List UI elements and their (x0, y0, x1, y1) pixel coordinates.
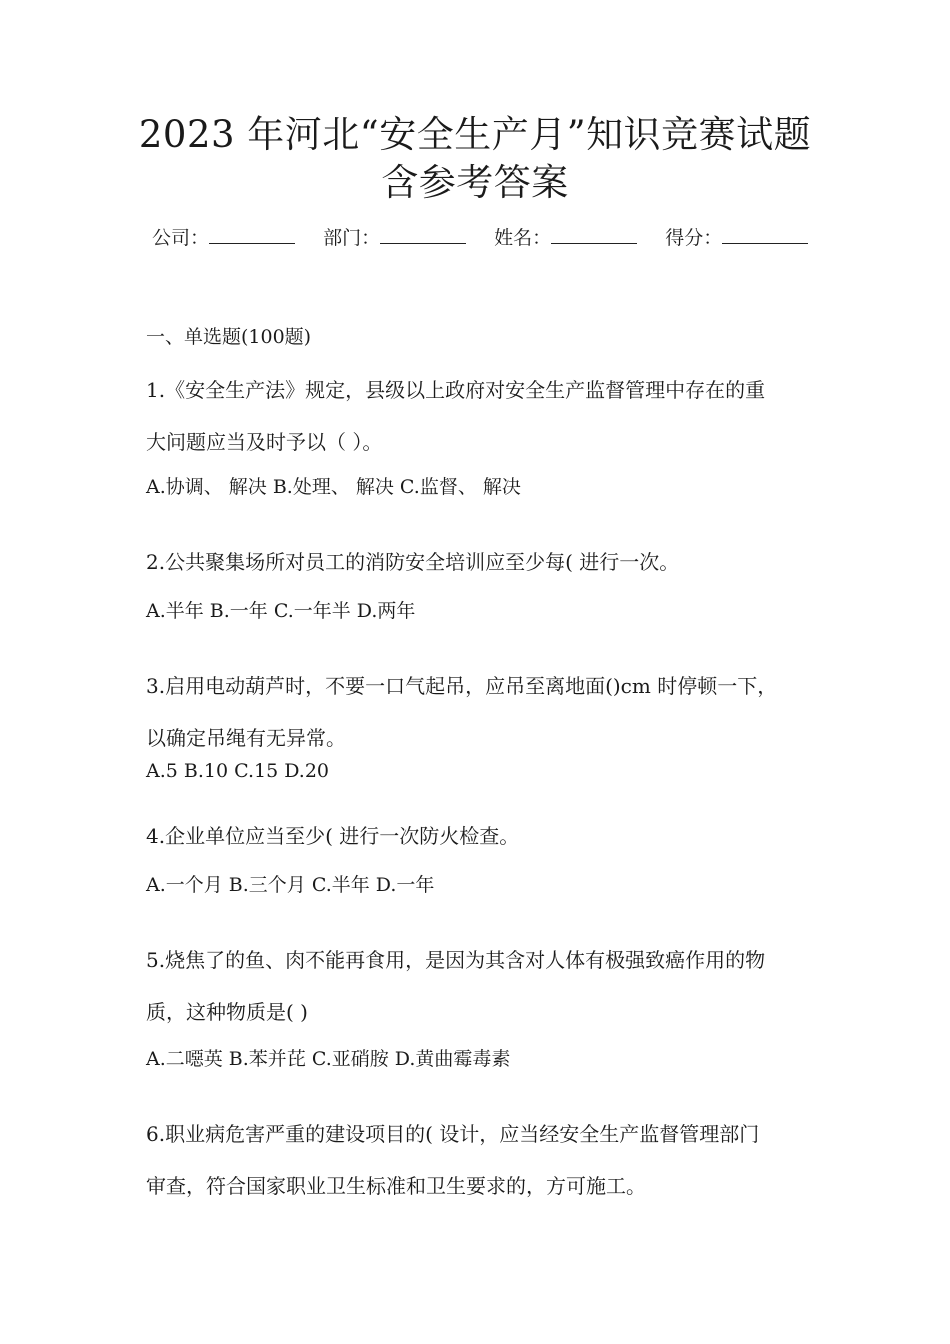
score-label: 得分： (665, 227, 723, 249)
question-5-options: A.二噁英 B.苯并芘 C.亚硝胺 D.黄曲霉毒素 (146, 1048, 511, 1070)
section-heading: 一、单选题(100题) (146, 326, 312, 348)
document-title: 2023 年河北“安全生产月”知识竞赛试题 (138, 113, 812, 156)
question-5-line-1: 5.烧焦了的鱼、肉不能再食用，是因为其含对人体有极强致癌作用的物 (146, 948, 766, 972)
question-1-options: A.协调、 解决 B.处理、 解决 C.监督、 解决 (146, 476, 521, 498)
name-blank (551, 225, 637, 244)
name-label: 姓名： (494, 227, 552, 249)
department-label: 部门： (323, 227, 381, 249)
question-1-line-2: 大问题应当及时予以（ ）。 (146, 430, 383, 454)
department-field (323, 223, 466, 250)
company-blank (209, 225, 295, 244)
company-field (152, 223, 295, 250)
question-4-line-1: 4.企业单位应当至少( 进行一次防火检查。 (146, 824, 520, 848)
question-5-line-2: 质，这种物质是( ) (146, 1000, 308, 1024)
question-3-options: A.5 B.10 C.15 D.20 (146, 760, 329, 782)
question-1-line-1: 1.《安全生产法》规定，县级以上政府对安全生产监督管理中存在的重 (146, 378, 766, 402)
question-6-line-1: 6.职业病危害严重的建设项目的( 设计，应当经安全生产监督管理部门 (146, 1122, 760, 1146)
question-3-line-1: 3.启用电动葫芦时，不要一口气起吊，应吊至离地面()cm 时停顿一下， (146, 674, 778, 698)
department-blank (380, 225, 466, 244)
company-label: 公司： (152, 227, 210, 249)
score-blank (722, 225, 808, 244)
document-subtitle: 含参考答案 (381, 161, 569, 204)
question-4-options: A.一个月 B.三个月 C.半年 D.一年 (146, 874, 435, 896)
question-3-line-2: 以确定吊绳有无异常。 (146, 726, 346, 750)
name-field (494, 223, 637, 250)
question-2-line-1: 2.公共聚集场所对员工的消防安全培训应至少每( 进行一次。 (146, 550, 680, 574)
question-2-options: A.半年 B.一年 C.一年半 D.两年 (146, 600, 416, 622)
question-6-line-2: 审查，符合国家职业卫生标准和卫生要求的，方可施工。 (146, 1174, 646, 1198)
score-field (665, 223, 808, 250)
info-row (152, 223, 812, 250)
